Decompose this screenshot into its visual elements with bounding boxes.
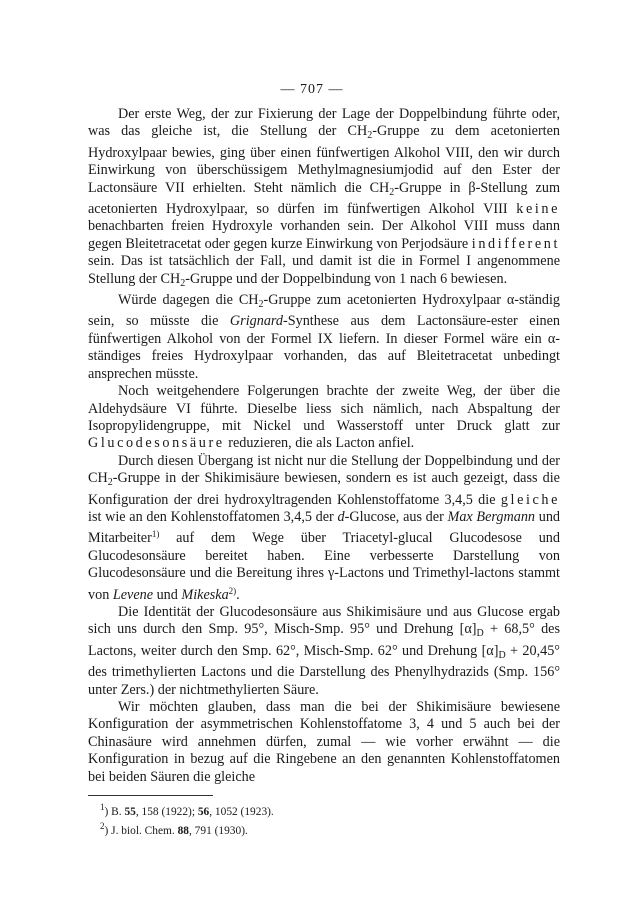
- footnote: [100, 819, 540, 838]
- text-run: Durch diesen Übergang ist nicht nur die Stellung der Doppelbindung und der CH: [88, 452, 560, 487]
- text-run: Noch weitgehendere Folgerungen brachte der zweite Weg, der über die Aldehydsäure VI führte. Dieselbe liess sich nämlich, nach Abspaltung der Isopropylidengruppe, mit Nickel und Wasserstoff unter Druck glatt zur: [88, 383, 560, 434]
- paragraph: [88, 699, 560, 786]
- text-run: 2: [107, 477, 113, 489]
- text-run: -Glucose, aus der: [344, 508, 448, 525]
- text-run: -Gruppe in β-Stellung zum acetonierten Hydroxylpaar, so dürfen im fünfwertigen Alkohol VIII: [88, 179, 560, 218]
- text-run: gleiche: [500, 491, 560, 508]
- text-run: 2: [180, 277, 186, 289]
- page-number: — 707 —: [280, 82, 344, 97]
- text-run: keine: [516, 201, 560, 218]
- text-run: und: [153, 586, 182, 603]
- text-run: 2: [100, 821, 105, 831]
- footnotes: [100, 800, 540, 838]
- text-run: , 1052 (1923).: [209, 806, 274, 818]
- text-run: 2: [258, 299, 264, 311]
- text-run: D: [476, 628, 484, 640]
- text-run: Die Identität der Glucodesonsäure aus Shikimisäure und aus Glucose ergab sich uns durch den Smp. 95°, Misch-Smp. 95° und Drehung [α]: [88, 603, 560, 638]
- footnote: [100, 800, 540, 819]
- text-run: ist wie an den Kohlenstoffatomen 3,4,5 der: [88, 508, 338, 525]
- footnote-divider: [88, 795, 213, 796]
- paragraph: [88, 604, 560, 699]
- text-run: Mikeska: [181, 586, 229, 603]
- text-run: , 158 (1922);: [135, 806, 198, 818]
- text-run: Wir möchten glauben, dass man die bei der Shikimisäure bewiesene Konfiguration der asymmetrischen Kohlenstoffatome 3, 4 und 5 auch bei der Chinasäure wird annehmen dürfen, zumal — wie vorher erwähnt — die Konfiguration in bezug auf die Ringebene an den genannten Kohlenstoffatomen bei beiden Säuren die gleiche: [88, 699, 560, 785]
- paragraph: [88, 106, 560, 292]
- text-run: sein. Das ist tatsächlich der Fall, und damit ist die in Formel I angenommene Stellung der CH: [88, 253, 560, 287]
- text-run: Würde dagegen die CH: [118, 292, 259, 309]
- text-run: D: [498, 649, 506, 661]
- text-run: -Synthese aus dem Lactonsäure-ester einen fünfwertigen Alkohol von der Formel IX liefern. In dieser Formel wäre ein α-ständiges freies Hydroxylpaar vorhanden, das auf Bleitetracetat unbedingt ansprechen müsste.: [88, 313, 560, 382]
- text-run: + 20,45° des trimethylierten Lactons und die Darstellung des Phenylhydrazids (Smp. 156° unter Zers.) der nichtmethylierten Säure.: [88, 642, 560, 698]
- text-run: -Gruppe und der Doppelbindung von 1 nach 6 bewiesen.: [185, 270, 508, 287]
- text-run: Max Bergmann: [447, 508, 536, 525]
- text-run: 55: [124, 806, 136, 818]
- text-run: 1): [151, 529, 160, 540]
- text-run: -Gruppe zu dem acetonierten Hydroxylpaar bewies, ging über einen fünfwertigen Alkohol VIII, den wir durch Einwirkung von überschüssigem Methylmagnesiumjodid auf den Ester der Lactonsäure VII erhielten. Steht nämlich die CH: [88, 123, 560, 196]
- text-run: + 68,5° des Lactons, weiter durch den Smp. 62°, Misch-Smp. 62° und Drehung [α]: [88, 621, 560, 659]
- text-run: 88: [177, 825, 189, 837]
- text-run: reduzieren, die als Lacton anfiel.: [224, 435, 415, 452]
- text-run: 1: [100, 802, 105, 812]
- body-text: [88, 106, 560, 786]
- text-run: ) B.: [104, 806, 125, 818]
- text-run: , 791 (1930).: [188, 825, 248, 837]
- text-run: benachbarten freien Hydroxyle vorhanden sein. Der Alkohol VIII muss dann gegen Bleitetracetat oder gegen kurze Einwirkung von Perjodsäure: [88, 218, 560, 252]
- paragraph: [88, 453, 560, 604]
- text-run: Levene: [112, 586, 154, 603]
- text-run: 2: [389, 186, 395, 198]
- text-run: 56: [197, 806, 210, 818]
- paragraph: [88, 292, 560, 383]
- text-run: Der erste Weg, der zur Fixierung der Lage der Doppelbindung führte oder, was das gleiche ist, die Stellung der CH: [88, 106, 560, 140]
- text-run: 2: [367, 130, 373, 142]
- text-run: Grignard: [229, 313, 283, 330]
- text-run: -Gruppe in der Shikimisäure bewiesen, sondern es ist auch gezeigt, dass die Konfiguration der drei hydroxyltragenden Kohlenstoffatome 3,4,5 die: [88, 470, 560, 508]
- text-run: .: [236, 586, 240, 603]
- text-run: -Gruppe zum acetonierten Hydroxylpaar α-ständig sein, so müsste die: [88, 292, 560, 330]
- text-run: auf dem Wege über Triacetyl-glucal Glucodesose und Glucodesonsäure bereitet haben. Eine verbesserte Darstellung von Glucodesonsäure und die Bereitung ihres γ-Lactons und Trimethyl-lactons stammt von: [88, 530, 560, 603]
- text-run: indifferent: [471, 235, 560, 252]
- text-run: ) J. biol. Chem.: [104, 825, 178, 837]
- paragraph: [88, 383, 560, 453]
- text-run: 2): [228, 585, 237, 596]
- text-run: Glucodesonsäure: [88, 435, 225, 452]
- text-run: d: [337, 508, 345, 525]
- text-run: und Mitarbeiter: [88, 508, 561, 547]
